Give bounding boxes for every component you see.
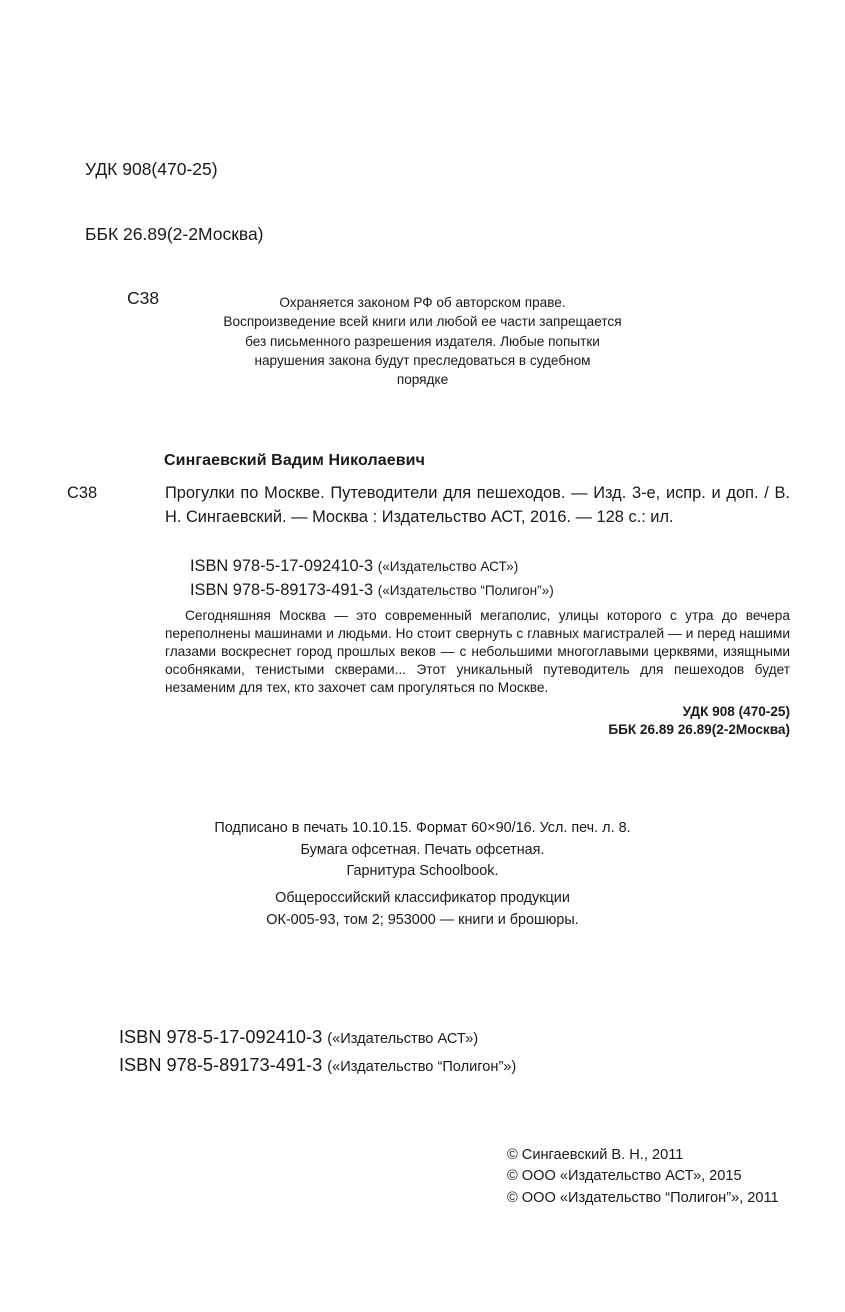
legal-notice-line: без письменного разрешения издателя. Любые попытки (245, 333, 600, 349)
copyright-line: © Сингаевский В. Н., 2011 (507, 1147, 684, 1163)
author-name: Сингаевский Вадим Николаевич (164, 452, 425, 469)
isbn-list-lower (119, 1024, 516, 1081)
classifier-line: Общероссийский классификатор продукции (275, 890, 570, 906)
book-annotation: Сегодняшняя Москва — это современный мегаполис, улицы которого с утра до вечера переполнены машинами и людьми. Но стоит свернуть с главных магистралей — и перед нашими глазами воскреснет город прошлых веков — с небольшими многоглавыми церквями, изящными особняками, тенистыми скверами... Этот уникальный путеводитель для пешеходов будет незаменим для тех, кто захочет сам прогуляться по Москве. (165, 608, 790, 696)
isbn-row (190, 579, 554, 603)
classifier-line: ОК-005-93, том 2; 953000 — книги и брошюры. (266, 911, 579, 928)
bibliographic-record (67, 481, 790, 530)
bibliographic-description: Прогулки по Москве. Путеводители для пешеходов. — Изд. 3-е, испр. и доп. / В. Н. Сингаевский. — Москва : Издательство АСТ, 2016. — 128 с.: ил. (165, 484, 790, 527)
isbn-row (119, 1052, 516, 1080)
legal-notice-line: нарушения закона будут преследоваться в судебном (254, 352, 591, 368)
product-classifier-block (0, 888, 845, 931)
isbn-number: ISBN 978-5-17-092410-3 (190, 557, 374, 575)
copyright-line: © ООО «Издательство АСТ», 2015 (507, 1168, 742, 1185)
author-mark: С38 (127, 288, 160, 308)
isbn-publisher: («Издательство АСТ») (377, 559, 519, 574)
imprint-line: Бумага офсетная. Печать офсетная. (300, 841, 545, 858)
isbn-number: ISBN 978-5-89173-491-3 (119, 1055, 323, 1076)
copyright-line: © ООО «Издательство “Полигон”», 2011 (507, 1189, 779, 1206)
isbn-row (119, 1024, 516, 1052)
isbn-publisher: («Издательство “Полигон”») (377, 582, 554, 598)
bbk-code-right: ББК 26.89 26.89(2-2Москва) (608, 721, 790, 737)
copyright-block (507, 1145, 779, 1209)
isbn-publisher: («Издательство АСТ») (327, 1031, 479, 1047)
udk-code: УДК 908(470-25) (85, 159, 218, 179)
bbk-code: ББК 26.89(2-2Москва) (85, 223, 264, 244)
bibliographic-shelf-mark: С38 (67, 484, 98, 502)
isbn-number: ISBN 978-5-89173-491-3 (190, 580, 374, 599)
legal-notice-line: Воспроизведение всей книги или любой ее части запрещается (223, 314, 622, 330)
isbn-row (190, 555, 554, 579)
isbn-list-upper (190, 555, 554, 602)
isbn-number: ISBN 978-5-17-092410-3 (119, 1027, 323, 1047)
printing-imprint-block (0, 818, 845, 883)
classification-codes-right (608, 703, 790, 738)
isbn-publisher: («Издательство “Полигон”») (327, 1059, 517, 1076)
bibliographic-record-text (67, 481, 790, 530)
imprint-line: Гарнитура Schoolbook. (346, 863, 499, 880)
imprint-line: Подписано в печать 10.10.15. Формат 60×90/16. Усл. печ. л. 8. (214, 820, 631, 836)
legal-notice-line: Охраняется законом РФ об авторском праве. (279, 295, 566, 310)
udk-code-right: УДК 908 (470-25) (682, 704, 790, 719)
legal-notice-line: порядке (396, 372, 449, 388)
legal-notice-block (0, 293, 845, 389)
